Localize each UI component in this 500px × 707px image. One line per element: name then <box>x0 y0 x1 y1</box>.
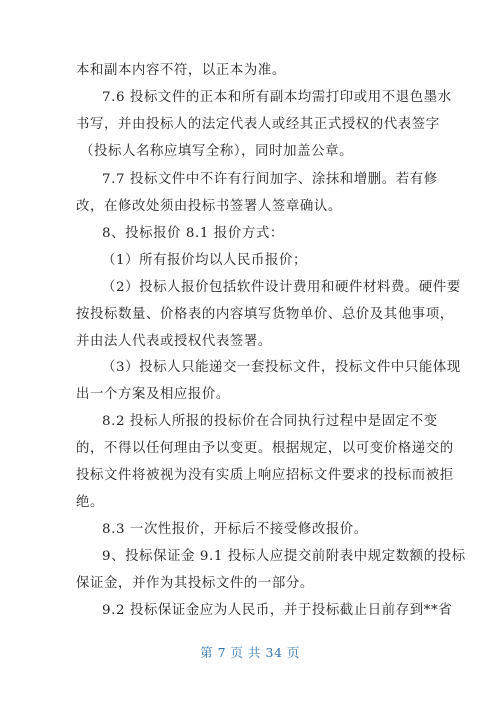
text-line: 7.6 投标文件的正本和所有副本均需打印或用不退色墨水 <box>102 90 452 105</box>
footer-label-page: 第 <box>200 645 214 660</box>
text-line: 按投标数量、价格表的内容填写货物单价、总价及其他事项， <box>76 307 454 322</box>
text-line: 8.3 一次性报价，开标后不接受修改报价。 <box>102 522 368 537</box>
text-line: （2）投标人报价包括软件设计费用和硬件材料费。硬件要 <box>102 280 461 295</box>
text-line: 并由法人代表或授权代表签署。 <box>76 334 272 349</box>
page-footer <box>0 643 500 661</box>
footer-label-of: 页 共 <box>230 645 262 660</box>
text-line: 9、投标保证金 9.1 投标人应提交前附表中规定数额的投标 <box>102 549 466 564</box>
text-line: 投标文件将被视为没有实质上响应招标文件要求的投标而被拒 <box>76 468 454 483</box>
text-line: 8、投标报价 8.1 报价方式： <box>102 226 284 241</box>
text-line: 出一个方案及相应报价。 <box>76 387 230 402</box>
text-line: 保证金，并作为其投标文件的一部分。 <box>76 576 314 591</box>
text-line: 本和副本内容不符，以正本为准。 <box>76 63 286 78</box>
text-line: （3）投标人只能递交一套投标文件，投标文件中只能体现 <box>102 360 461 375</box>
text-line: 的，不得以任何理由予以变更。根据规定，以可变价格递交的 <box>76 441 454 456</box>
text-line: 改，在修改处须由投标书签署人签章确认。 <box>76 199 342 214</box>
text-line: 8.2 投标人所报的投标价在合同执行过程中是固定不变 <box>102 414 438 429</box>
text-line: 绝。 <box>76 495 104 510</box>
text-line: 7.7 投标文件中不许有行间加字、涂抹和增删。若有修 <box>102 172 438 187</box>
text-line: （1）所有报价均以人民币报价； <box>102 253 307 268</box>
text-line: （投标人名称应填写全称），同时加盖公章。 <box>80 144 354 159</box>
text-line: 9.2 投标保证金应为人民币，并于投标截止日前存到**省 <box>102 603 453 618</box>
footer-total-pages: 34 <box>265 645 283 660</box>
footer-current-page: 7 <box>217 645 227 660</box>
footer-label-suffix: 页 <box>286 645 300 660</box>
text-line: 书写，并由投标人的法定代表人或经其正式授权的代表签字 <box>76 117 440 132</box>
